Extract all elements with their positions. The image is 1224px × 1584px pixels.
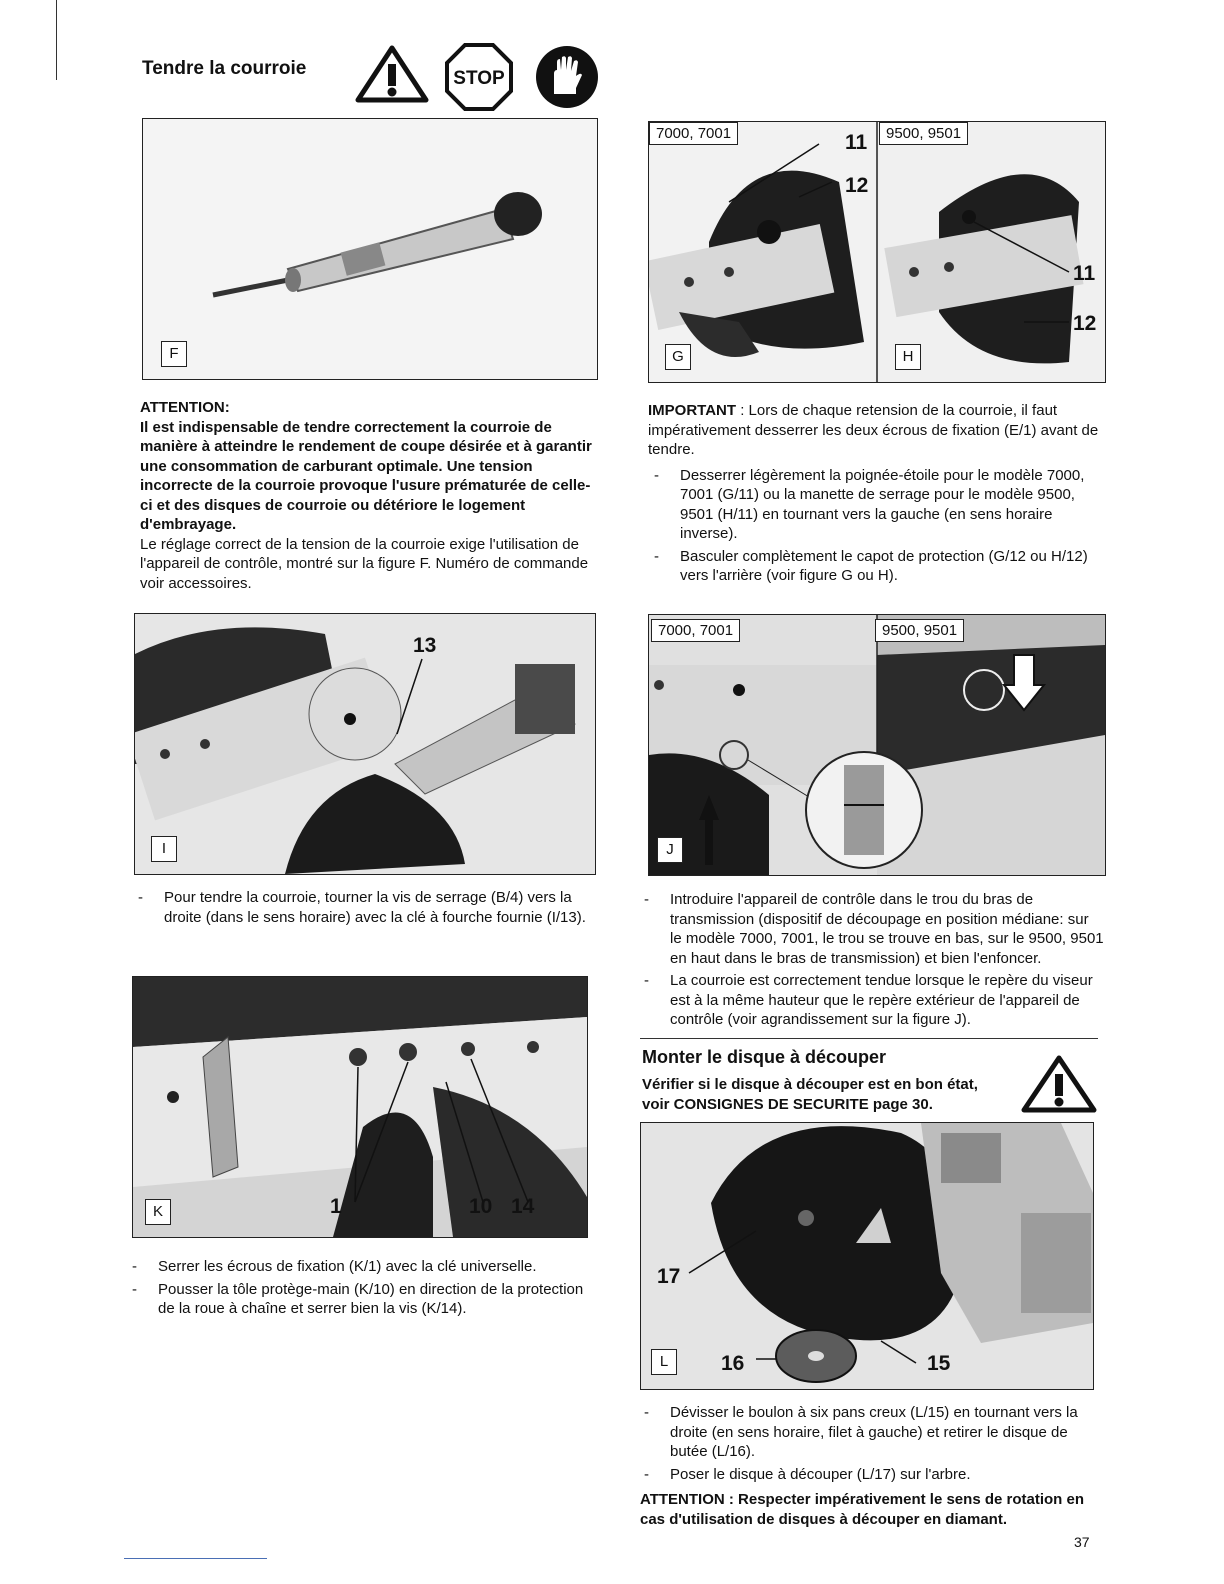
section-title: Monter le disque à découper — [642, 1047, 887, 1067]
list-item: - Dévisser le boulon à six pans creux (L/15) en tournant vers la droite (en sens horaire, filet à gauche) et retirer le disque de butée (L/16). — [638, 1403, 1102, 1462]
tension-gauge-illustration — [143, 119, 597, 379]
figure-j-letter: J — [657, 837, 683, 863]
figure-i-label-13: 13 — [413, 634, 437, 657]
figure-f-tension-gauge — [142, 118, 598, 380]
figure-l-label-15: 15 — [927, 1352, 951, 1375]
figure-h-letter: H — [895, 344, 921, 370]
figure-l-illustration — [641, 1123, 1093, 1389]
figure-k-letter: K — [145, 1199, 171, 1225]
section-rule — [640, 1038, 1098, 1039]
bullets-l — [638, 1403, 1102, 1487]
list-item: - Poser le disque à découper (L/17) sur l'arbre. — [638, 1465, 1102, 1485]
figure-k-nuts — [132, 976, 588, 1238]
list-item: - Basculer complètement le capot de protection (G/12 ou H/12) vers l'arrière (voir figure G ou H). — [648, 547, 1104, 586]
stop-sign-text: STOP — [453, 68, 505, 89]
figure-k-label-14: 14 — [511, 1195, 535, 1218]
list-item: - Serrer les écrous de fixation (K/1) avec la clé universelle. — [126, 1257, 594, 1277]
important-label: IMPORTANT — [648, 402, 737, 419]
bullets-k — [126, 1257, 594, 1322]
figure-h-caption: 9500, 9501 — [879, 122, 968, 145]
warning-triangle-icon — [1020, 1054, 1098, 1114]
figure-g-letter: G — [665, 344, 691, 370]
figure-h-label-11: 11 — [1073, 262, 1096, 285]
bottom-rule — [124, 1558, 267, 1559]
figure-l-disc — [640, 1122, 1094, 1390]
figure-k-label-1: 1 — [330, 1195, 342, 1218]
list-item: - Pour tendre la courroie, tourner la vis de serrage (B/4) vers la droite (dans le sens horaire) avec la clé à fourche fournie (I/13). — [132, 888, 594, 927]
important-text: : Lors de chaque retension de la courroie, il faut impérativement desserrer les deux écrous de fixation (E/1) avant de tendre. — [648, 402, 1099, 458]
attention-heading: ATTENTION: — [140, 399, 230, 416]
bullets-gh — [648, 466, 1104, 586]
figure-l-label-16: 16 — [721, 1352, 745, 1375]
figure-j-gauge-insert — [648, 614, 1106, 876]
figure-g-h-illustration — [649, 122, 1105, 382]
bullets-j — [638, 890, 1104, 1033]
section-warning: Vérifier si le disque à découper est en bon état, voir CONSIGNES DE SECURITE page 30. — [642, 1076, 978, 1113]
stop-sign-icon — [444, 42, 514, 112]
figure-l-label-17: 17 — [657, 1265, 681, 1288]
list-item: - Pousser la tôle protège-main (K/10) en direction de la protection de la roue à chaîne et serrer bien la vis (K/14). — [126, 1280, 594, 1319]
figure-j-caption-left: 7000, 7001 — [651, 619, 740, 642]
warning-triangle-icon — [354, 44, 430, 104]
figure-k-label-10: 10 — [469, 1195, 493, 1218]
figures-g-h — [648, 121, 1106, 383]
list-item: - Desserrer légèrement la poignée-étoile pour le modèle 7000, 7001 (G/11) ou la manette de serrage pour le modèle 9500, 9501 (H/11) en tournant vers la gauche (en sens horaire inverse). — [648, 466, 1104, 544]
attention-text: Le réglage correct de la tension de la courroie exige l'utilisation de l'appareil de contrôle, montré sur la figure F. Numéro de commande voir accessoires. — [140, 535, 589, 592]
page-number: 37 — [1074, 1534, 1090, 1550]
figure-h-label-12: 12 — [1073, 312, 1097, 335]
figure-j-caption-right: 9500, 9501 — [875, 619, 964, 642]
list-item: - Introduire l'appareil de contrôle dans le trou du bras de transmission (dispositif de découpage en position médiane: sur le modèle 7000, 7001, le trou se trouve en bas, sur le 9500, 9501 en haut dans le bras de transmission) et bien l'enfoncer. — [638, 890, 1104, 968]
figure-f-letter: F — [161, 341, 187, 367]
list-item: - La courroie est correctement tendue lorsque le repère du viseur est à la même hauteur que le repère extérieur de l'appareil de contrôle (voir agrandissement sur la figure J). — [638, 971, 1104, 1030]
figure-i-illustration — [135, 614, 595, 874]
figure-g-label-11: 11 — [845, 131, 868, 154]
margin-line — [56, 0, 57, 80]
important-block — [648, 401, 1104, 589]
figure-i-wrench — [134, 613, 596, 875]
figure-g-caption: 7000, 7001 — [649, 122, 738, 145]
page-title: Tendre la courroie — [142, 58, 307, 79]
bullets-i — [132, 888, 594, 930]
figure-i-letter: I — [151, 836, 177, 862]
figure-l-letter: L — [651, 1349, 677, 1375]
attention-block — [140, 398, 596, 593]
gloves-icon — [534, 44, 600, 110]
attention-bold-text: Il est indispensable de tendre correctement la courroie de manière à atteindre le rendement de coupe désirée et à garantir une consommation de carburant optimale. Une tension incorrecte de la courroie provoque l'usure prématurée de celle-ci et des disques de courroie ou détériore le logement d'embrayage. — [140, 418, 592, 533]
figure-g-label-12: 12 — [845, 174, 869, 197]
figure-j-illustration — [649, 615, 1105, 875]
final-attention: ATTENTION : Respecter impérativement le sens de rotation en cas d'utilisation de disques à découper en diamant. — [640, 1491, 1084, 1528]
